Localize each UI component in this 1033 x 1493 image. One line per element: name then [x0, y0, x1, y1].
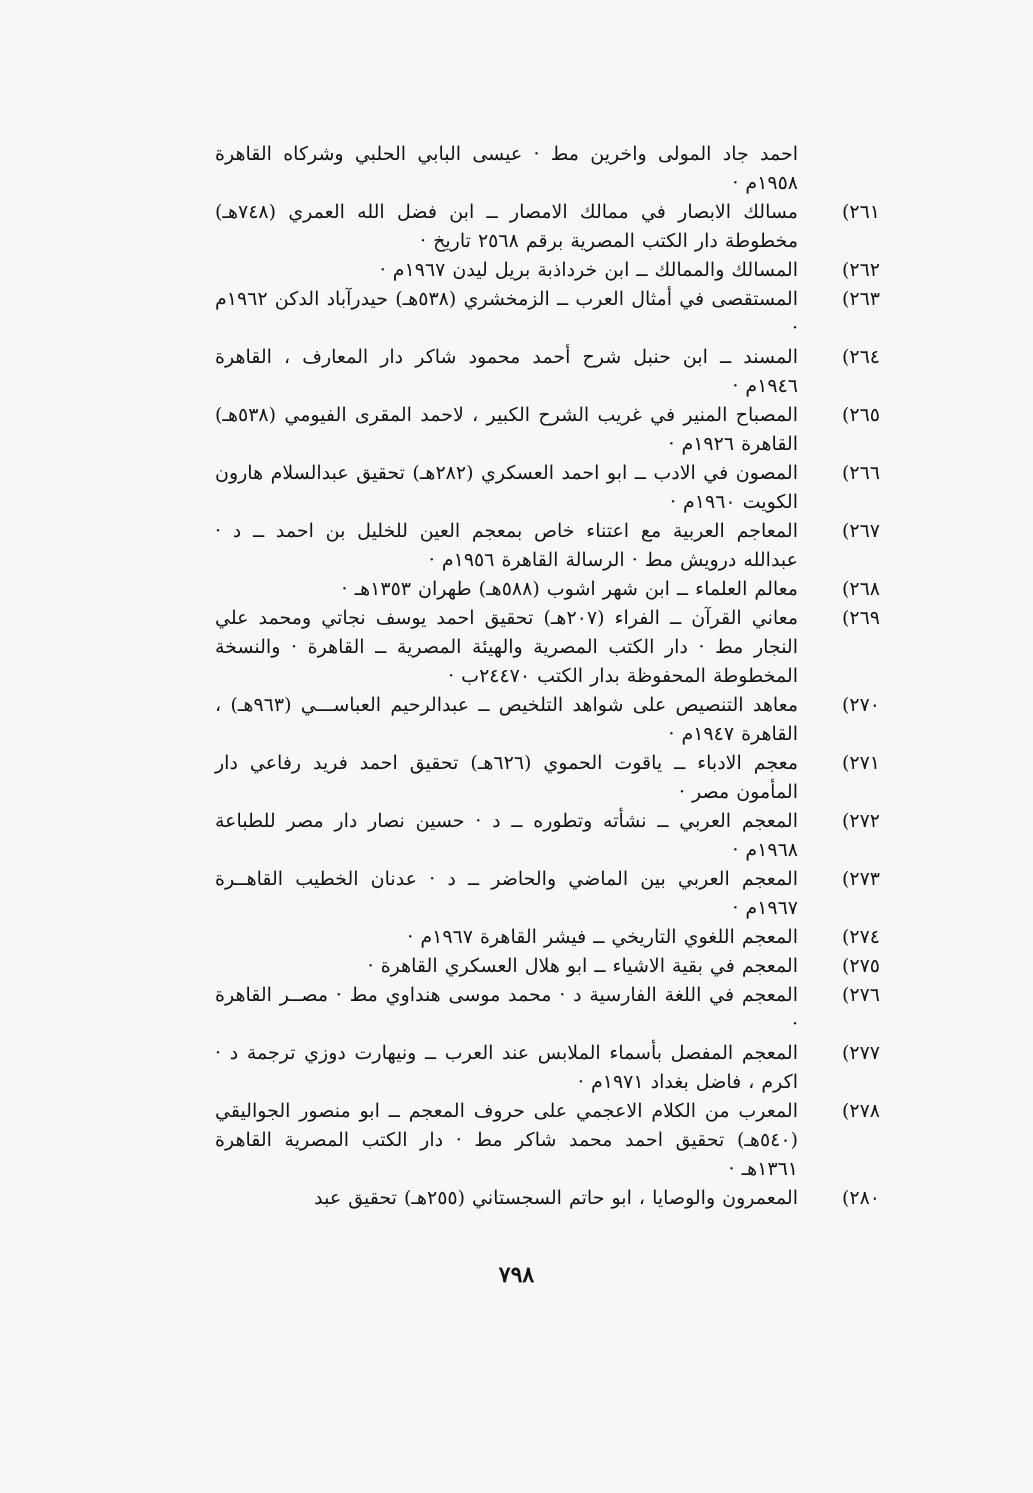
list-item [215, 952, 880, 981]
entry-number: ٢٧٨) [841, 1100, 880, 1122]
entry-number: ٢٨٠) [841, 1187, 880, 1209]
list-item [215, 285, 880, 343]
entry-number: ٢٦٥) [841, 404, 880, 426]
entry-number: ٢٦٨) [841, 578, 880, 600]
list-item [215, 749, 880, 807]
list-item [215, 401, 880, 459]
entry-text: معاني القرآن ــ الفراء (٢٠٧هـ) تحقيق احمد يوسف نجاتي ومحمد علي النجار مط · دار الكتب المصرية والهيئة المصرية ــ القاهرة · والنسخة المخطوطة المحفوظة بدار الكتب ٢٤٤٧٠ب · [215, 607, 799, 687]
list-item [215, 575, 880, 604]
entry-text: معاهد التنصيص على شواهد التلخيص ــ عبدالرحيم العباســـي (٩٦٣هـ) ، القاهرة ١٩٤٧م · [215, 694, 799, 745]
list-item [215, 923, 880, 952]
bibliography-list [215, 140, 880, 1213]
entry-text: المعرب من الكلام الاعجمي على حروف المعجم ــ ابو منصور الجواليقي (٥٤٠هـ) تحقيق احمد محمد شاكر مط · دار الكتب المصرية القاهرة ١٣٦١هـ · [215, 1100, 798, 1180]
entry-text: المصباح المنير في غريب الشرح الكبير ، لاحمد المقرى الفيومي (٥٣٨هـ) القاهرة ١٩٢٦م · [215, 404, 798, 455]
list-item [215, 140, 880, 198]
entry-text: معجم الادباء ــ ياقوت الحموي (٦٢٦هـ) تحقيق احمد فريد رفاعي دار المأمون مصر · [215, 752, 798, 803]
entry-text: المعجم العربي بين الماضي والحاضر ــ د · عدنان الخطيب القاهــرة ١٩٦٧م · [215, 868, 798, 919]
entry-text: المسالك والممالك ــ ابن خرداذبة بريل ليدن ١٩٦٧م · [379, 259, 798, 281]
entry-number: ٢٦٢) [841, 259, 880, 281]
entry-number: ٢٦١) [841, 201, 880, 223]
list-item [215, 981, 880, 1039]
entry-text: المعجم العربي ــ نشأته وتطوره ــ د · حسين نصار دار مصر للطباعة ١٩٦٨م · [215, 810, 798, 861]
entry-text: المسند ــ ابن حنبل شرح أحمد محمود شاكر دار المعارف ، القاهرة ١٩٤٦م · [215, 346, 798, 397]
entry-text: المصون في الادب ــ ابو احمد العسكري (٢٨٢هـ) تحقيق عبدالسلام هارون الكويت ١٩٦٠م · [215, 462, 798, 513]
list-item [215, 517, 880, 575]
list-item [215, 604, 880, 691]
entry-text: المستقصى في أمثال العرب ــ الزمخشري (٥٣٨هـ) حيدرآباد الدكن ١٩٦٢م · [215, 288, 798, 339]
page-number: ٧٩٨ [498, 1262, 535, 1288]
entry-number: ٢٧٢) [841, 810, 880, 832]
list-item [215, 1184, 880, 1213]
entry-text: المعجم في اللغة الفارسية د · محمد موسى هنداوي مط · مصــر القاهرة · [215, 984, 798, 1035]
entry-number: ٢٧٧) [841, 1042, 880, 1064]
entry-text: المعجم اللغوي التاريخي ــ فيشر القاهرة ١٩٦٧م · [407, 926, 798, 948]
entry-number: ٢٧٤) [841, 926, 880, 948]
entry-number: ٢٦٧) [841, 520, 880, 542]
entry-number: ٢٧٦) [841, 984, 880, 1006]
list-item [215, 256, 880, 285]
entry-number: ٢٧٠) [841, 694, 880, 716]
list-item [215, 198, 880, 256]
entry-number: ٢٦٤) [841, 346, 880, 368]
entry-text: المعاجم العربية مع اعتناء خاص بمعجم العين للخليل بن احمد ــ د · عبدالله درويش مط · الرسالة القاهرة ١٩٥٦م · [215, 520, 798, 571]
entry-text: المعجم المفصل بأسماء الملابس عند العرب ــ ونيهارت دوزي ترجمة د · اكرم ، فاضل بغداد ١٩٧١م · [215, 1042, 798, 1093]
entry-number: ٢٧٣) [841, 868, 880, 890]
list-item [215, 691, 880, 749]
entry-text: المعمرون والوصايا ، ابو حاتم السجستاني (٢٥٥هـ) تحقيق عبد [314, 1187, 798, 1209]
list-item [215, 1039, 880, 1097]
entry-text: مسالك الابصار في ممالك الامصار ــ ابن فضل الله العمري (٧٤٨هـ) مخطوطة دار الكتب المصرية برقم ٢٥٦٨ تاريخ · [215, 201, 798, 252]
list-item [215, 807, 880, 865]
entry-text: احمد جاد المولى واخرين مط · عيسى البابي الحلبي وشركاه القاهرة ١٩٥٨م · [215, 143, 798, 194]
list-item [215, 343, 880, 401]
entry-number: ٢٦٩) [841, 607, 880, 629]
list-item [215, 459, 880, 517]
list-item [215, 865, 880, 923]
entry-number: ٢٦٣) [841, 288, 880, 310]
list-item [215, 1097, 880, 1184]
entry-number: ٢٧١) [841, 752, 880, 774]
entry-number: ٢٦٦) [841, 462, 880, 484]
entry-number: ٢٧٥) [841, 955, 880, 977]
entry-text: المعجم في بقية الاشياء ــ ابو هلال العسكري القاهرة · [367, 955, 798, 977]
entry-text: معالم العلماء ــ ابن شهر اشوب (٥٨٨هـ) طهران ١٣٥٣هـ · [341, 578, 798, 600]
